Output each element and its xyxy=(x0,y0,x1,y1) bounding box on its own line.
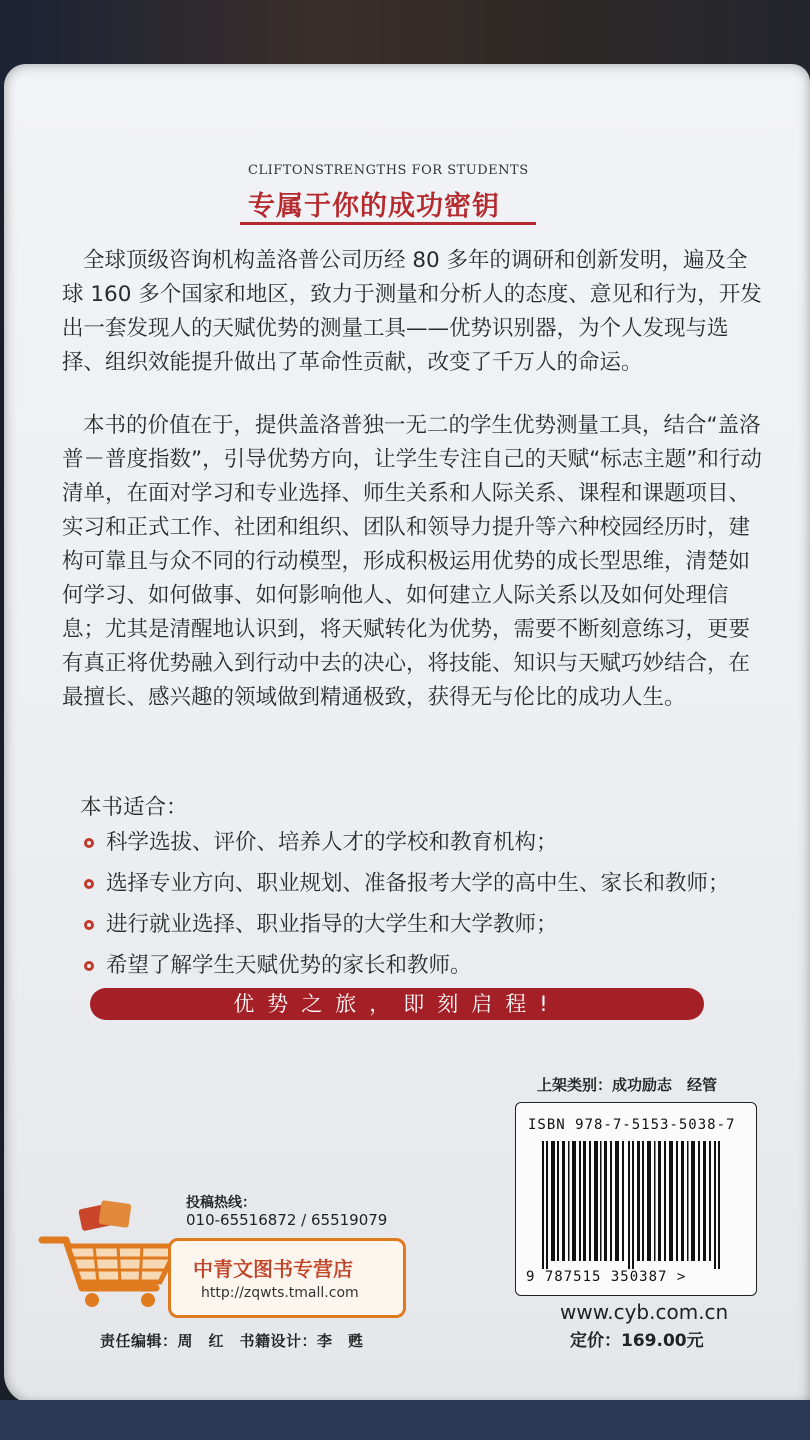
shopping-cart-icon xyxy=(38,1200,188,1310)
list-item xyxy=(84,945,730,986)
barcode-icon xyxy=(542,1141,732,1269)
list-item-text: 选择专业方向、职业规划、准备报考大学的高中生、家长和教师； xyxy=(106,871,730,896)
isbn-text: ISBN 978-7-5153-5038-7 xyxy=(528,1117,736,1133)
hotline-label: 投稿热线： xyxy=(186,1195,256,1211)
list-item-text: 科学选拔、评价、培养人才的学校和教育机构； xyxy=(106,830,558,855)
circle-bullet-icon xyxy=(84,879,94,889)
website: www.cyb.com.cn xyxy=(560,1300,729,1324)
circle-bullet-icon xyxy=(84,838,94,848)
intro-paragraph: 全球顶级咨询机构盖洛普公司历经 80 多年的调研和创新发明，遍及全球 160 多个国家和地区，致力于测量和分析人的态度、意见和行为，开发出一套发现人的天赋优势的测量工具——优势识别器，为个人发现与选择、组织效能提升做出了革命性贡献，改变了千万人的命运。 xyxy=(62,248,762,375)
title-underline xyxy=(240,222,536,225)
suitable-label: 本书适合： xyxy=(80,795,188,820)
shelf-category: 上架类别：成功励志 经管 xyxy=(537,1076,718,1094)
english-title: CLIFTONSTRENGTHS FOR STUDENTS xyxy=(248,163,529,178)
background-bottom xyxy=(0,1400,810,1440)
list-item xyxy=(84,863,730,904)
editor-credits: 责任编辑：周 红 书籍设计：李 甦 xyxy=(100,1332,364,1350)
circle-bullet-icon xyxy=(84,961,94,971)
list-item-text: 进行就业选择、职业指导的大学生和大学教师； xyxy=(106,912,558,937)
chinese-title: 专属于你的成功密钥 xyxy=(248,191,500,222)
circle-bullet-icon xyxy=(84,920,94,930)
value-paragraph: 本书的价值在于，提供盖洛普独一无二的学生优势测量工具，结合“盖洛普－普度指数”，引导优势方向，让学生专注自己的天赋“标志主题”和行动清单，在面对学习和专业选择、师生关系和人际关系、课程和课题项目、实习和正式工作、社团和组织、团队和领导力提升等六种校园经历时，建构可靠且与众不同的行动模型，形成积极运用优势的成长型思维，清楚如何学习、如何做事、如何影响他人、如何建立人际关系以及如何处理信息；尤其是清醒地认识到，将天赋转化为优势，需要不断刻意练习，更要有真正将优势融入到行动中去的决心，将技能、知识与天赋巧妙结合，在最擅长、感兴趣的领域做到精通极致，获得无与伦比的成功人生。 xyxy=(62,413,762,710)
hotline-number: 010-65516872 / 65519079 xyxy=(186,1211,388,1229)
slogan-banner: 优势之旅，即刻启程! xyxy=(90,988,704,1020)
barcode-panel xyxy=(515,1102,757,1296)
suitable-list xyxy=(84,822,730,986)
list-item-text: 希望了解学生天赋优势的家长和教师。 xyxy=(106,953,472,978)
price: 定价：169.00元 xyxy=(570,1331,704,1351)
barcode-number: 9 787515 350387 > xyxy=(526,1269,687,1285)
store-logo xyxy=(168,1238,406,1318)
list-item xyxy=(84,904,730,945)
store-url: http://zqwts.tmall.com xyxy=(201,1285,359,1301)
store-name: 中青文图书专营店 xyxy=(193,1257,353,1281)
list-item xyxy=(84,822,730,863)
